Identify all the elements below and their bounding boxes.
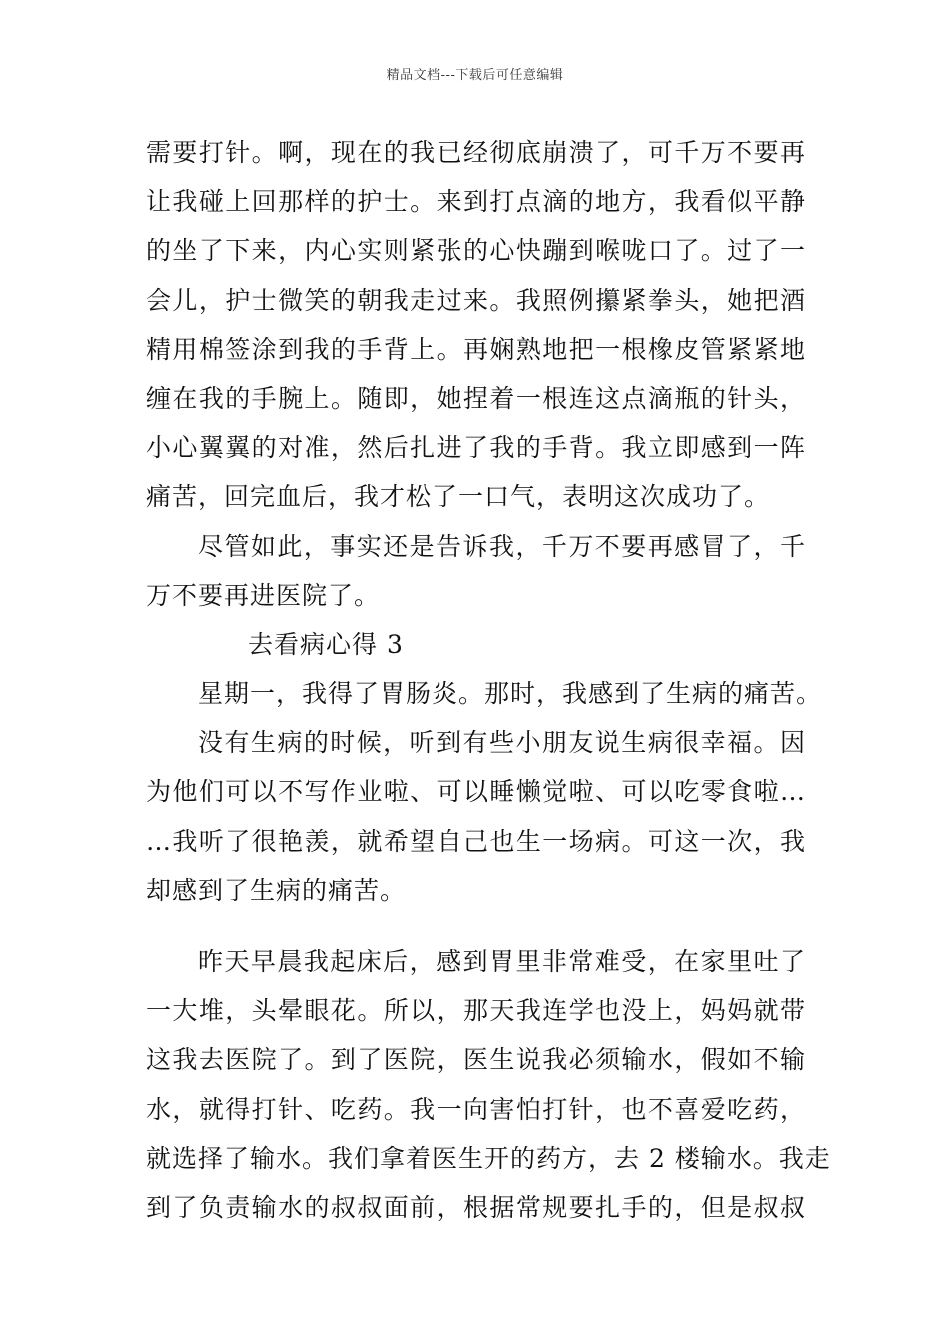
text-line: 痛苦，回完血后，我才松了一口气，表明这次成功了。 (146, 482, 771, 512)
paragraph-start-line: 昨天早晨我起床后，感到胃里非常难受，在家里吐了 (198, 947, 806, 976)
text-line: 水，就得打针、吃药。我一向害怕打针，也不喜爱吃药， (146, 1094, 806, 1124)
text-line: 却感到了生病的痛苦。 (146, 875, 407, 905)
text-line: 精用棉签涂到我的手背上。再娴熟地把一根橡皮管紧紧地 (146, 334, 806, 364)
page-header: 精品文档---下载后可任意编辑 (386, 68, 564, 83)
paragraph-gap (146, 915, 806, 937)
text-line: 到了负责输水的叔叔面前，根据常规要扎手的，但是叔叔 (146, 1192, 806, 1222)
paragraph-start-line: 没有生病的时候，听到有些小朋友说生病很幸福。因 (198, 728, 806, 758)
text-line: 需要打针。啊，现在的我已经彻底崩溃了，可千万不要再 (146, 138, 806, 167)
text-line: 就选择了输水。我们拿着医生开的药方，去 2 楼输水。我走 (146, 1143, 831, 1173)
section-heading: 去看病心得 3 (248, 629, 404, 659)
text-line: 一大堆，头晕眼花。所以，那天我连学也没上，妈妈就带 (146, 996, 806, 1026)
paragraph-start-line: 尽管如此，事实还是告诉我，千万不要再感冒了，千 (198, 531, 806, 561)
text-line: …我听了很艳羡，就希望自己也生一场病。可这一次，我 (146, 826, 806, 856)
document-body (146, 128, 831, 1232)
text-line: 小心翼翼的对准，然后扎进了我的手背。我立即感到一阵 (146, 433, 806, 463)
text-line: 会儿，护士微笑的朝我走过来。我照例攥紧拳头，她把酒 (146, 285, 806, 315)
text-line: 为他们可以不写作业啦、可以睡懒觉啦、可以吃零食啦… (146, 777, 806, 807)
paragraph-start-line: 星期一，我得了胃肠炎。那时，我感到了生病的痛苦。 (198, 679, 823, 709)
text-line: 这我去医院了。到了医院，医生说我必须输水，假如不输 (146, 1045, 806, 1075)
text-line: 的坐了下来，内心实则紧张的心快蹦到喉咙口了。过了一 (146, 236, 806, 266)
text-line: 万不要再进医院了。 (146, 580, 381, 610)
text-line: 让我碰上回那样的护士。来到打点滴的地方，我看似平静 (146, 187, 806, 217)
text-line: 缠在我的手腕上。随即，她捏着一根连这点滴瓶的针头， (146, 383, 806, 413)
